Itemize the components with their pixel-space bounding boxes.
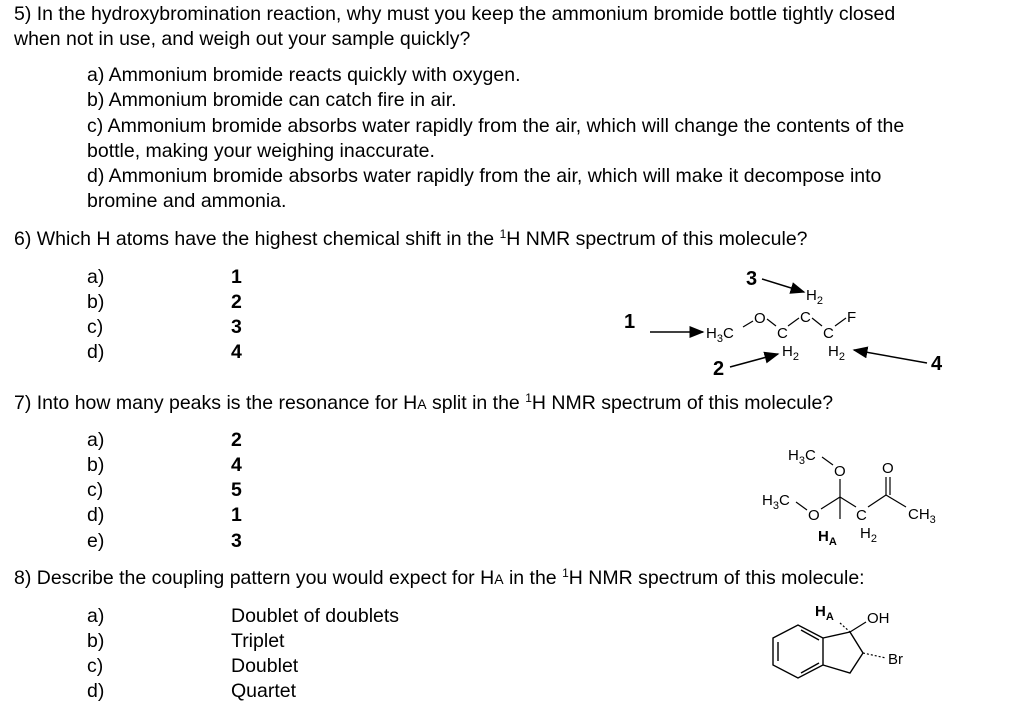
q6-letter-d: d) (87, 341, 105, 363)
q7-letter-a: a) (87, 429, 105, 451)
q7-ch3: $CH_3$ (908, 506, 936, 526)
q7-ha: $H_A$ (818, 528, 837, 548)
q6-label-1: 1 (624, 311, 636, 333)
q8-bond-br (863, 653, 886, 658)
q6-question (14, 227, 808, 252)
q7-letter-b: b) (87, 454, 105, 476)
q6-h2-lower-2: $H_2$ (828, 343, 845, 363)
q7-bond-4 (821, 497, 840, 509)
q5-question-line2: when not in use, and weigh out your sample quickly? (14, 28, 471, 50)
q8-question-post: H NMR spectrum of this molecule: (568, 567, 865, 589)
q8-ha: $H_A$ (815, 603, 834, 623)
q8-bond-oh (850, 622, 866, 632)
q6-carbon-4: C (823, 325, 834, 342)
q7-question-post: H NMR spectrum of this molecule? (531, 392, 834, 414)
q5-option-c-cont: bottle, making your weighing inaccurate. (87, 140, 435, 162)
q6-answer-a: 1 (231, 266, 242, 288)
q5-option-d-cont: bromine and ammonia. (87, 190, 287, 212)
q7-question-pre: 7) Into how many peaks is the resonance for H (14, 392, 418, 414)
q8-br: Br (888, 651, 903, 668)
q6-oxygen: O (754, 310, 766, 327)
q8-question-pre: 8) Describe the coupling pattern you would expect for H (14, 567, 495, 589)
q7-question-sub: A (417, 396, 427, 412)
q8-cyclopentane-ring (823, 632, 863, 673)
q7-bond-1 (822, 457, 833, 465)
q8-letter-d: d) (87, 680, 105, 702)
q6-bond-2 (767, 319, 776, 326)
q6-fluorine: F (847, 309, 857, 326)
q7-letter-d: d) (87, 504, 105, 526)
q6-arrow-3 (762, 279, 804, 292)
q6-h2-upper: $H_2$ (806, 287, 823, 307)
q6-label-4: 4 (931, 353, 943, 375)
q5-option-d: d) Ammonium bromide absorbs water rapidly from the air, which will make it decompose into (87, 165, 882, 187)
q7-h3c-top: $H_3C$ (788, 447, 816, 467)
q7-oxygen-bottom: O (808, 507, 820, 524)
q7-letter-e: e) (87, 530, 105, 552)
q7-question-mid: split in the (426, 392, 526, 414)
q7-h2: $H_2$ (860, 525, 877, 545)
q7-answer-d: 1 (231, 504, 242, 526)
q7-question-sup: 1 (525, 391, 532, 405)
q6-arrow-4 (854, 350, 927, 363)
q6-molecule (600, 260, 960, 385)
q6-arrow-2 (730, 354, 778, 367)
q6-h3c: $H_3C$ (706, 325, 734, 345)
q6-bond-5 (835, 318, 846, 326)
q6-h2-lower-1: $H_2$ (782, 343, 799, 363)
q7-oxygen-carbonyl: O (882, 460, 894, 477)
q6-bond-1 (743, 321, 753, 327)
q8-answer-b: Triplet (231, 630, 285, 652)
q8-answer-a: Doublet of doublets (231, 605, 400, 627)
q6-answer-c: 3 (231, 316, 242, 338)
q5-option-b: b) Ammonium bromide can catch fire in air. (87, 89, 457, 111)
q7-molecule (750, 435, 970, 550)
q6-question-pre: 6) Which H atoms have the highest chemical shift in the (14, 228, 500, 250)
q8-letter-c: c) (87, 655, 104, 677)
q8-molecule (760, 598, 930, 708)
q6-label-2: 2 (713, 358, 725, 380)
q6-question-post: H NMR spectrum of this molecule? (506, 228, 808, 250)
q8-letter-b: b) (87, 630, 105, 652)
q6-answer-d: 4 (231, 341, 242, 363)
q8-oh: OH (867, 610, 890, 627)
q6-letter-b: b) (87, 291, 105, 313)
q8-letter-a: a) (87, 605, 105, 627)
q6-carbon-2: C (777, 325, 788, 342)
q6-label-3: 3 (746, 268, 758, 290)
q7-bond-7 (886, 495, 906, 507)
q8-benzene-ring (773, 625, 823, 678)
q7-letter-c: c) (87, 479, 104, 501)
q7-answer-a: 2 (231, 429, 242, 451)
q8-question-mid: in the (503, 567, 563, 589)
q6-bond-4 (812, 318, 822, 326)
q8-question-sup: 1 (562, 566, 569, 580)
q7-answer-c: 5 (231, 479, 242, 501)
q7-h3c-bottom: $H_3C$ (762, 492, 790, 512)
q8-answer-c: Doublet (231, 655, 299, 677)
q5-question-line1: 5) In the hydroxybromination reaction, why must you keep the ammonium bromide bottle tightly closed (14, 3, 896, 25)
q6-letter-a: a) (87, 266, 105, 288)
q5-option-a: a) Ammonium bromide reacts quickly with oxygen. (87, 64, 521, 86)
q5-option-c: c) Ammonium bromide absorbs water rapidly from the air, which will change the contents of the (87, 115, 905, 137)
q8-bond-ha (840, 623, 850, 632)
q7-question (14, 391, 833, 417)
q6-letter-c: c) (87, 316, 104, 338)
q6-answer-b: 2 (231, 291, 242, 313)
q7-bond-3 (796, 502, 807, 510)
q7-answer-b: 4 (231, 454, 242, 476)
q8-question (14, 566, 865, 592)
q6-question-sup: 1 (499, 227, 507, 241)
q8-answer-d: Quartet (231, 680, 297, 702)
q7-oxygen-top: O (834, 463, 846, 480)
q6-carbon-3: C (800, 309, 811, 326)
q7-bond-6 (868, 495, 886, 507)
q8-question-sub: A (494, 571, 504, 587)
q7-bond-5 (840, 497, 856, 507)
q7-ch2-carbon: C (856, 507, 867, 524)
q7-answer-e: 3 (231, 530, 242, 552)
q6-bond-3 (788, 318, 799, 326)
